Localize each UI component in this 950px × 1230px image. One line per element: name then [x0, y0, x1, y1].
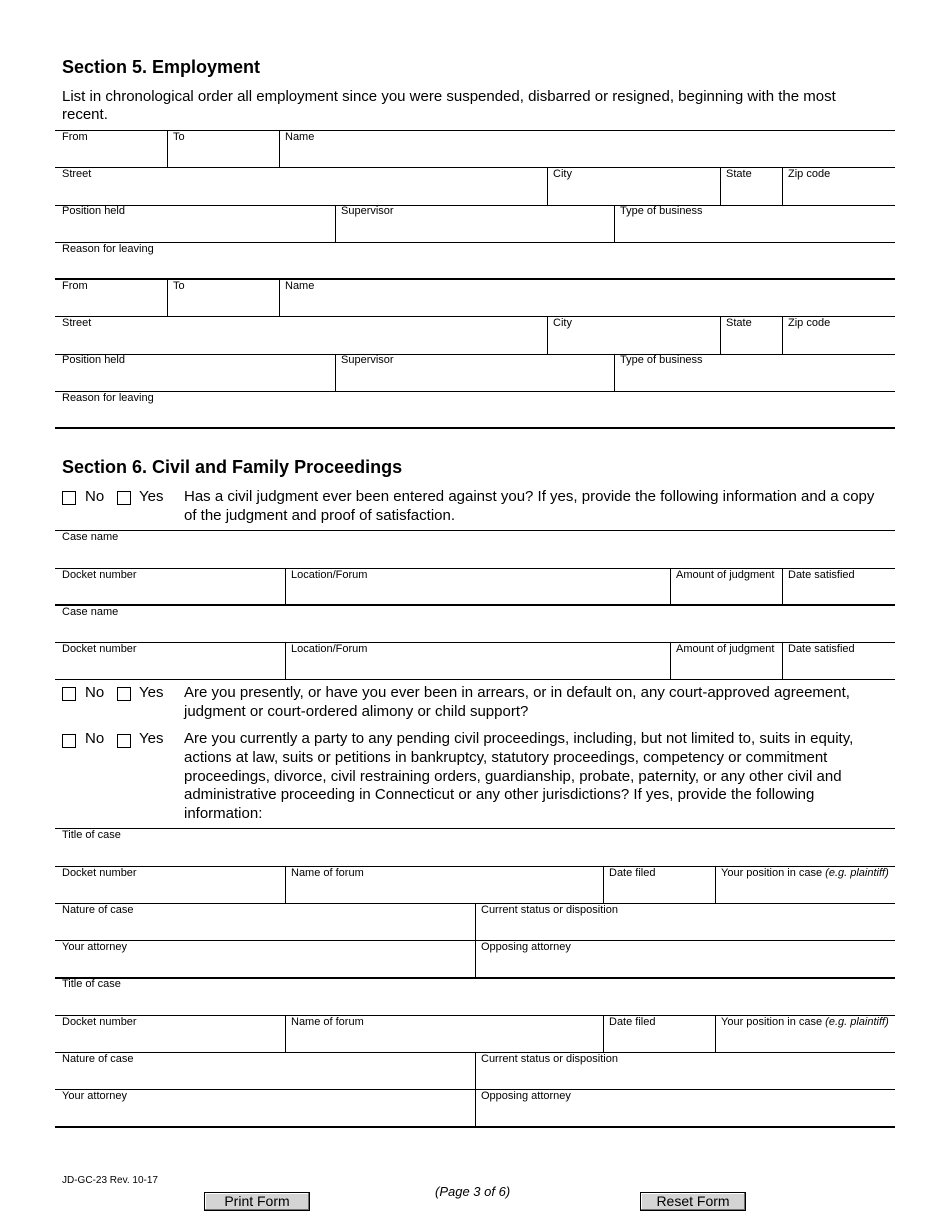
position-example-text: (e.g. plaintiff): [825, 867, 889, 879]
reason-label: Reason for leaving: [62, 392, 154, 404]
proceeding-1-opposing-field[interactable]: [476, 941, 894, 977]
date-filed-label: Date filed: [609, 867, 656, 879]
section-6-title: Section 6. Civil and Family Proceedings: [62, 457, 403, 477]
business-label: Type of business: [620, 354, 703, 366]
employment-2-business-field[interactable]: [615, 355, 894, 391]
no-label: No: [85, 730, 105, 747]
from-label: From: [62, 131, 88, 143]
name-label: Name: [285, 131, 315, 143]
employment-2-position-field[interactable]: [56, 355, 334, 391]
yes-label: Yes: [139, 684, 164, 701]
section-5-title: Section 5. Employment: [62, 57, 261, 77]
proceeding-2-docket-field[interactable]: [56, 1016, 284, 1052]
employment-1-position-field[interactable]: [56, 206, 334, 242]
opposing-attorney-label: Opposing attorney: [481, 941, 571, 953]
city-label: City: [553, 168, 572, 180]
judgment-2-case-name-field[interactable]: [56, 606, 894, 642]
reason-label: Reason for leaving: [62, 243, 154, 255]
city-label: City: [553, 317, 572, 329]
title-of-case-label: Title of case: [62, 978, 121, 990]
employment-1-city-field[interactable]: [548, 168, 719, 205]
employment-1-reason-field[interactable]: [56, 243, 894, 278]
supervisor-label: Supervisor: [341, 354, 394, 366]
judgment-1-date-field[interactable]: [783, 569, 894, 604]
employment-1-supervisor-field[interactable]: [336, 206, 613, 242]
supervisor-label: Supervisor: [341, 205, 394, 217]
no-label: No: [85, 488, 105, 505]
judgment-2-amount-field[interactable]: [671, 643, 781, 678]
yes-label: Yes: [139, 730, 164, 747]
proceeding-1-attorney-field[interactable]: [56, 941, 474, 977]
opposing-attorney-label: Opposing attorney: [481, 1090, 571, 1102]
judgment-2-date-field[interactable]: [783, 643, 894, 678]
proceeding-1-status-field[interactable]: [476, 904, 894, 940]
forum-label: Name of forum: [291, 867, 364, 879]
employment-1-from-field[interactable]: [56, 131, 166, 167]
employment-2-name-field[interactable]: [280, 281, 894, 316]
divider: [55, 427, 895, 429]
employment-2-street-field[interactable]: [56, 317, 546, 354]
form-id: JD-GC-23 Rev. 10-17: [62, 1175, 158, 1186]
name-label: Name: [285, 280, 315, 292]
q2-yes-checkbox[interactable]: [117, 687, 131, 701]
title-of-case-label: Title of case: [62, 829, 121, 841]
position-label: Position held: [62, 205, 125, 217]
employment-2-zip-field[interactable]: [783, 317, 894, 354]
judgment-2-location-field[interactable]: [286, 643, 669, 678]
to-label: To: [173, 131, 185, 143]
status-label: Current status or disposition: [481, 1053, 618, 1065]
docket-label: Docket number: [62, 643, 137, 655]
proceeding-1-date-field[interactable]: [604, 867, 714, 903]
date-satisfied-label: Date satisfied: [788, 569, 855, 581]
proceeding-2-title-field[interactable]: [56, 979, 894, 1015]
proceeding-1-forum-field[interactable]: [286, 867, 602, 903]
proceeding-1-docket-field[interactable]: [56, 867, 284, 903]
judgment-2-docket-field[interactable]: [56, 643, 284, 678]
proceeding-2-date-field[interactable]: [604, 1016, 714, 1052]
judgment-1-amount-field[interactable]: [671, 569, 781, 604]
employment-2-reason-field[interactable]: [56, 392, 894, 427]
date-satisfied-label: Date satisfied: [788, 643, 855, 655]
q2-text: Are you presently, or have you ever been in arrears, or in default on, any court-approved agreement, judgment or court-ordered alimony or child support?: [184, 684, 850, 720]
your-position-text: Your position in case: [721, 867, 823, 879]
judgment-1-location-field[interactable]: [286, 569, 669, 604]
proceeding-1-nature-field[interactable]: [56, 904, 474, 940]
amount-label: Amount of judgment: [676, 643, 775, 655]
proceeding-1-title-field[interactable]: [56, 829, 894, 866]
reset-form-button[interactable]: Reset Form: [640, 1192, 746, 1211]
state-label: State: [726, 317, 752, 329]
case-name-label: Case name: [62, 531, 119, 543]
q1-no-checkbox[interactable]: [62, 491, 76, 505]
date-filed-label: Date filed: [609, 1016, 656, 1028]
employment-2-from-field[interactable]: [56, 281, 166, 316]
page-number: (Page 3 of 6): [435, 1184, 511, 1199]
location-label: Location/Forum: [291, 569, 368, 581]
nature-label: Nature of case: [62, 904, 134, 916]
to-label: To: [173, 280, 185, 292]
your-attorney-label: Your attorney: [62, 941, 128, 953]
employment-1-state-field[interactable]: [721, 168, 781, 205]
your-position-text: Your position in case: [721, 1016, 823, 1028]
q1-yes-checkbox[interactable]: [117, 491, 131, 505]
proceeding-2-status-field[interactable]: [476, 1053, 894, 1089]
q1-text: Has a civil judgment ever been entered against you? If yes, provide the following information and a copy of the judgment and proof of satisfaction.: [184, 488, 875, 524]
case-name-label: Case name: [62, 606, 119, 618]
state-label: State: [726, 168, 752, 180]
status-label: Current status or disposition: [481, 904, 618, 916]
section-5-intro: List in chronological order all employment since you were suspended, disbarred or resigned, beginning with the most recent.: [62, 88, 836, 123]
from-label: From: [62, 280, 88, 292]
docket-label: Docket number: [62, 569, 137, 581]
no-label: No: [85, 684, 105, 701]
docket-label: Docket number: [62, 1016, 137, 1028]
location-label: Location/Forum: [291, 643, 368, 655]
proceeding-2-position-field[interactable]: [716, 1016, 894, 1052]
proceeding-2-attorney-field[interactable]: [56, 1090, 474, 1126]
divider: [55, 679, 895, 680]
business-label: Type of business: [620, 205, 703, 217]
divider: [55, 1126, 895, 1128]
forum-label: Name of forum: [291, 1016, 364, 1028]
position-example-text: (e.g. plaintiff): [825, 1016, 889, 1028]
your-attorney-label: Your attorney: [62, 1090, 128, 1102]
yes-label: Yes: [139, 488, 164, 505]
employment-2-to-field[interactable]: [168, 281, 278, 316]
employment-1-business-field[interactable]: [615, 206, 894, 242]
zip-label: Zip code: [788, 168, 831, 180]
proceeding-2-forum-field[interactable]: [286, 1016, 602, 1052]
judgment-1-case-name-field[interactable]: [56, 531, 894, 568]
q3-text: Are you currently a party to any pending civil proceedings, including, but not limited to, suits in equity, actions at law, suits or petitions in bankruptcy, statutory proceedings, competency or commitment proceedings, divorce, civil restraining orders, guardianship, probate, paternity, or any other civil and administrative proceeding in Connecticut or any other jurisdictions? If yes, provide the following information:: [184, 730, 854, 823]
employment-1-street-field[interactable]: [56, 168, 546, 205]
proceeding-2-opposing-field[interactable]: [476, 1090, 894, 1126]
employment-2-supervisor-field[interactable]: [336, 355, 613, 391]
zip-label: Zip code: [788, 317, 831, 329]
employment-1-name-field[interactable]: [280, 131, 894, 167]
proceeding-1-position-field[interactable]: [716, 867, 894, 903]
employment-2-city-field[interactable]: [548, 317, 719, 354]
judgment-1-docket-field[interactable]: [56, 569, 284, 604]
employment-1-to-field[interactable]: [168, 131, 278, 167]
q3-no-checkbox[interactable]: [62, 734, 76, 748]
amount-label: Amount of judgment: [676, 569, 775, 581]
docket-label: Docket number: [62, 867, 137, 879]
proceeding-2-nature-field[interactable]: [56, 1053, 474, 1089]
q3-yes-checkbox[interactable]: [117, 734, 131, 748]
nature-label: Nature of case: [62, 1053, 134, 1065]
position-label: Position held: [62, 354, 125, 366]
employment-1-zip-field[interactable]: [783, 168, 894, 205]
q2-no-checkbox[interactable]: [62, 687, 76, 701]
employment-2-state-field[interactable]: [721, 317, 781, 354]
print-form-button[interactable]: Print Form: [204, 1192, 310, 1211]
street-label: Street: [62, 317, 92, 329]
street-label: Street: [62, 168, 92, 180]
